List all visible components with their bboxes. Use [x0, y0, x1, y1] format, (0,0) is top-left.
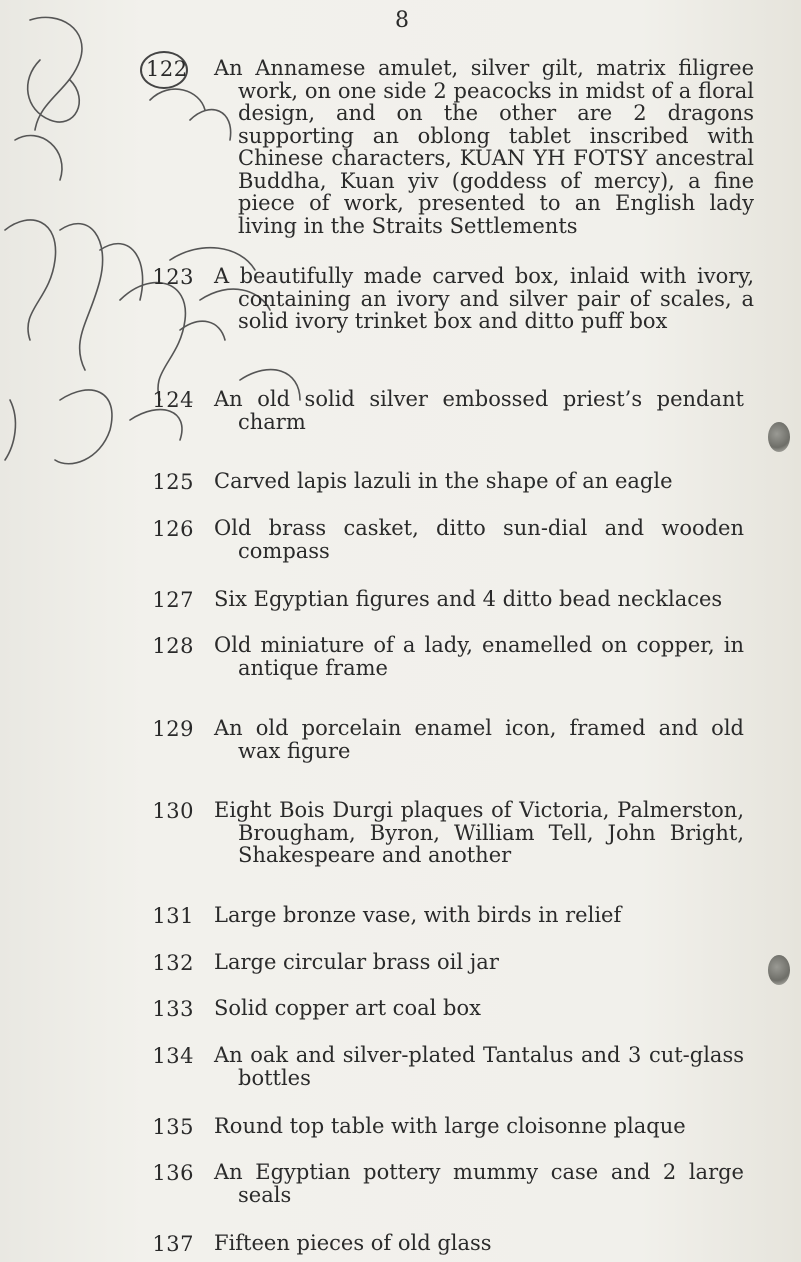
lot-number: 134 [152, 1044, 194, 1068]
lot-description: Carved lapis lazuli in the shape of an eagle [214, 469, 673, 493]
lot-number: 129 [152, 717, 194, 741]
lot-description: Old miniature of a lady, enamelled on copper, in antique frame [214, 633, 744, 680]
lot-number: 124 [152, 388, 194, 412]
lot-number: 135 [152, 1115, 194, 1139]
lot-number: 131 [152, 904, 194, 928]
lot-description: Large bronze vase, with birds in relief [214, 903, 622, 927]
lot-description: Old brass casket, ditto sun-dial and wooden compass [214, 516, 744, 563]
lot-number: 127 [152, 588, 194, 612]
lot-description: A beautifully made carved box, inlaid with ivory, containing an ivory and silver pair of scales, a solid ivory trinket box and ditto puff box [214, 264, 754, 333]
binding-hole [768, 422, 790, 452]
lot-description: An old porcelain enamel icon, framed and old wax figure [214, 716, 744, 763]
lot-number: 130 [152, 799, 194, 823]
lot-number: 137 [152, 1232, 194, 1256]
lot-description: Eight Bois Durgi plaques of Victoria, Palmerston, Brougham, Byron, William Tell, John Bright, Shakespeare and another [214, 798, 744, 867]
binding-hole [768, 955, 790, 985]
lot-description: Round top table with large cloisonne plaque [214, 1114, 686, 1138]
lot-number: 128 [152, 634, 194, 658]
lot-description: An Egyptian pottery mummy case and 2 large seals [214, 1160, 744, 1207]
lot-number: 136 [152, 1161, 194, 1185]
lot-description: Solid copper art coal box [214, 996, 481, 1020]
lot-description: An old solid silver embossed priest’s pendant charm [214, 387, 744, 434]
lot-description: Large circular brass oil jar [214, 950, 499, 974]
lot-description: An Annamese amulet, silver gilt, matrix filigree work, on one side 2 peacocks in midst of a floral design, and on the other are 2 dragons supporting an oblong tablet inscribed with Chinese characters, KUAN YH FOTSY ancestral Buddha, Kuan yiv (goddess of mercy), a fine piece of work, presented to an English lady living in the Straits Settlements [214, 56, 754, 238]
lot-number: 126 [152, 517, 194, 541]
lot-description: An oak and silver-plated Tantalus and 3 cut-glass bottles [214, 1043, 744, 1090]
lot-number: 133 [152, 997, 194, 1021]
lot-number: 122 [146, 57, 188, 81]
lot-description: Fifteen pieces of old glass [214, 1231, 492, 1255]
lot-number: 125 [152, 470, 194, 494]
lot-number: 123 [152, 265, 194, 289]
lot-description: Six Egyptian figures and 4 ditto bead necklaces [214, 587, 723, 611]
lot-number: 132 [152, 951, 194, 975]
page-number: 8 [395, 8, 409, 33]
